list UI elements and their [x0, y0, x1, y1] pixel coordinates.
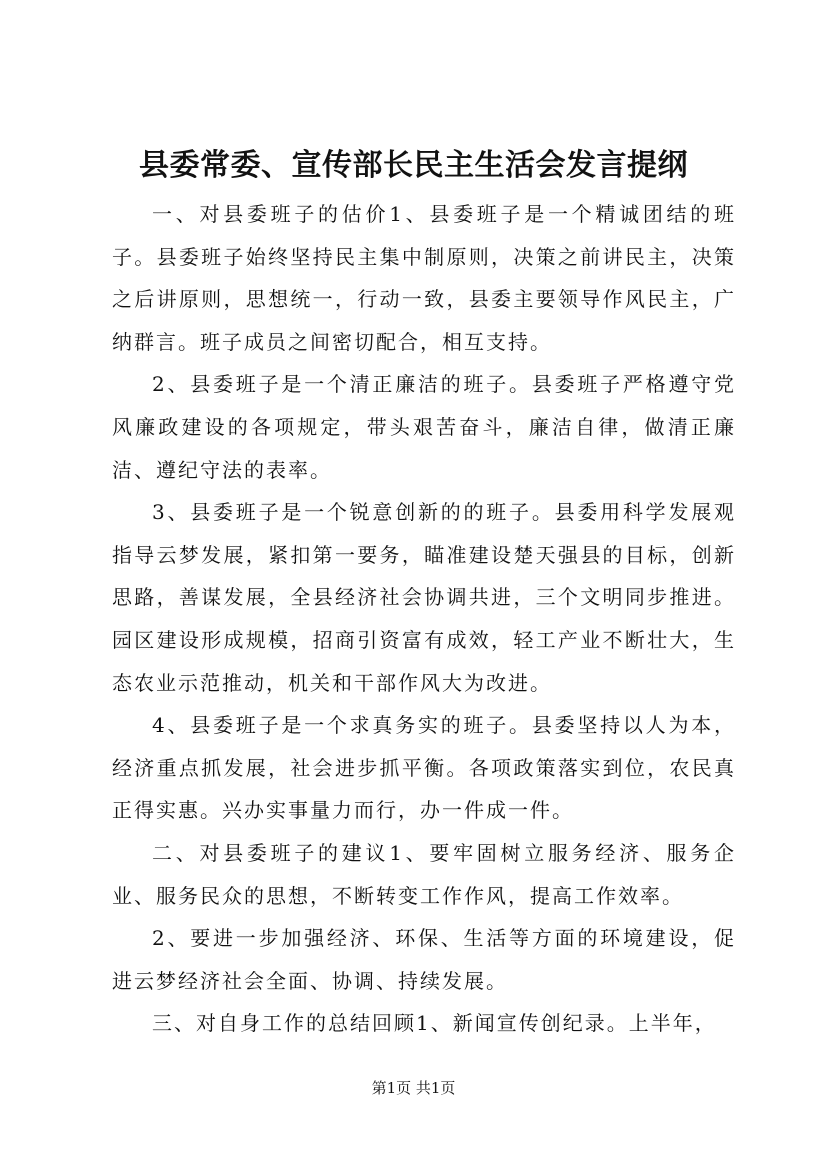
document-body: [112, 193, 736, 1045]
document-title: 县委常委、宣传部长民主生活会发言提纲: [139, 148, 688, 183]
paragraph-6: 2、要进一步加强经济、环保、生活等方面的环境建设，促进云梦经济社会全面、协调、持续发展。: [112, 926, 736, 993]
paragraph-4: 4、县委班子是一个求真务实的班子。县委坚持以人为本，经济重点抓发展，社会进步抓平衡。各项政策落实到位，农民真正得实惠。兴办实事量力而行，办一件成一件。: [112, 713, 736, 823]
paragraph-5: 二、对县委班子的建议1、要牢固树立服务经济、服务企业、服务民众的思想，不断转变工作作风，提高工作效率。: [112, 840, 736, 908]
paragraph-1: 一、对县委班子的估价1、县委班子是一个精诚团结的班子。县委班子始终坚持民主集中制原则，决策之前讲民主，决策之后讲原则，思想统一，行动一致，县委主要领导作风民主，广纳群言。班子成员之间密切配合，相互支持。: [112, 202, 736, 354]
paragraph-7: 三、对自身工作的总结回顾1、新闻宣传创纪录。上半年，: [152, 1011, 717, 1036]
paragraph-3: 3、县委班子是一个锐意创新的的班子。县委用科学发展观指导云梦发展，紧扣第一要务，瞄准建设楚天强县的目标，创新思路，善谋发展，全县经济社会协调共进，三个文明同步推进。园区建设形成规模，招商引资富有成效，轻工产业不断壮大，生态农业示范推动，机关和干部作风大为改进。: [112, 500, 736, 695]
paragraph-2: 2、县委班子是一个清正廉洁的班子。县委班子严格遵守党风廉政建设的各项规定，带头艰苦奋斗，廉洁自律，做清正廉洁、遵纪守法的表率。: [112, 372, 736, 482]
page-number-footer: 第1页 共1页: [371, 1079, 456, 1097]
